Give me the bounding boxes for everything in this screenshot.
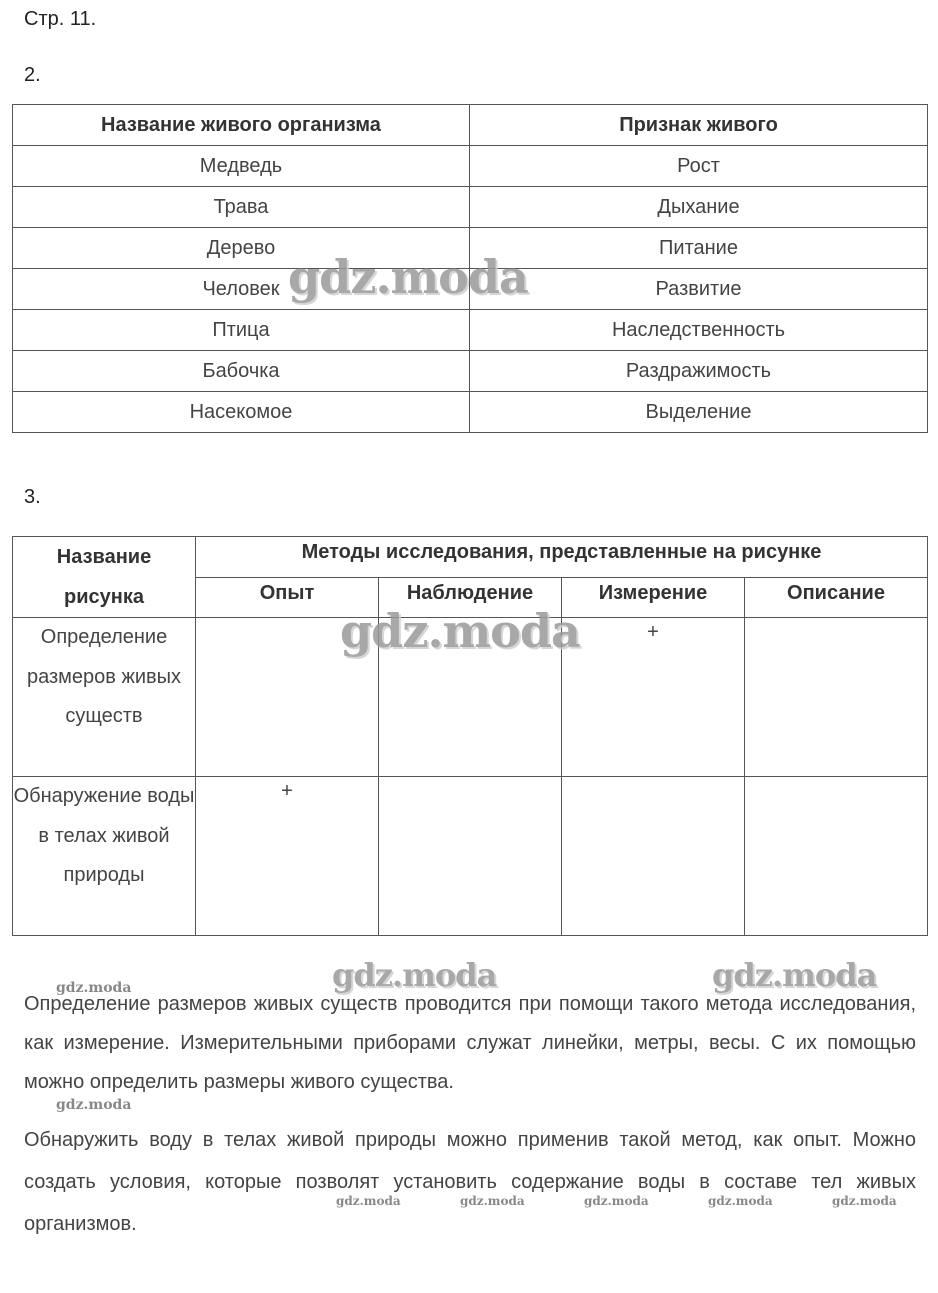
sign-cell: Развитие	[470, 269, 928, 310]
sign-cell: Дыхание	[470, 187, 928, 228]
table-row	[13, 351, 928, 392]
sign-cell: Питание	[470, 228, 928, 269]
table-row	[13, 310, 928, 351]
watermark: gdz.moda	[56, 980, 132, 996]
picture-name-cell: Обнаружение воды в телах живой природы	[13, 777, 196, 936]
organism-cell: Медведь	[13, 146, 470, 187]
header-sign: Признак живого	[470, 105, 928, 146]
watermark: gdz.moda	[336, 1194, 401, 1208]
mark-cell: +	[196, 777, 379, 936]
watermark: gdz.moda	[708, 1194, 773, 1208]
sign-cell: Выделение	[470, 392, 928, 433]
page-label: Стр. 11.	[24, 8, 97, 30]
organism-cell: Трава	[13, 187, 470, 228]
watermark: gdz.moda	[460, 1194, 525, 1208]
watermark: gdz.moda	[288, 250, 528, 304]
table-row	[13, 392, 928, 433]
organism-cell: Птица	[13, 310, 470, 351]
watermark: gdz.moda	[340, 604, 580, 658]
header-method-experiment: Опыт	[196, 577, 379, 618]
header-method-measurement: Измерение	[562, 577, 745, 618]
watermark: gdz.moda	[332, 956, 497, 994]
task3-number: 3.	[24, 486, 41, 508]
sign-cell: Раздражимость	[470, 351, 928, 392]
organism-cell: Человек	[13, 269, 470, 310]
table-row	[13, 777, 928, 936]
header-picture-name	[13, 537, 196, 618]
watermark: gdz.moda	[712, 956, 877, 994]
paragraph-experiment: Обнаружить воду в телах живой природы можно применив такой метод, как опыт. Можно создать условия, которые позволят установить содержание воды в составе тел живых организмов.	[24, 1129, 916, 1235]
organism-cell: Дерево	[13, 228, 470, 269]
header-method-description: Описание	[745, 577, 928, 618]
sign-cell: Наследственность	[470, 310, 928, 351]
mark-cell	[379, 777, 562, 936]
watermark: gdz.moda	[56, 1097, 132, 1113]
table-row	[13, 146, 928, 187]
organism-cell: Бабочка	[13, 351, 470, 392]
organism-cell: Насекомое	[13, 392, 470, 433]
watermark: gdz.moda	[584, 1194, 649, 1208]
task2-number: 2.	[24, 64, 41, 86]
header-methods: Методы исследования, представленные на рисунке	[196, 537, 928, 578]
table-header-row	[13, 537, 928, 578]
picture-name-cell: Определение размеров живых существ	[13, 618, 196, 777]
mark-cell	[745, 618, 928, 777]
methods-table	[12, 536, 928, 936]
header-organism: Название живого организма	[13, 105, 470, 146]
watermark: gdz.moda	[832, 1194, 897, 1208]
mark-cell	[562, 777, 745, 936]
sign-cell: Рост	[470, 146, 928, 187]
header-picture-name-text: Название рисунка	[56, 546, 152, 608]
header-method-observation: Наблюдение	[379, 577, 562, 618]
paragraph-measurement: Определение размеров живых существ проводится при помощи такого метода исследования, как измерение. Измерительными приборами служат линейки, метры, весы. С их помощью можно определить размеры живого существа.	[24, 993, 916, 1093]
table-header-row	[13, 105, 928, 146]
mark-cell	[745, 777, 928, 936]
mark-cell: +	[562, 618, 745, 777]
table-row	[13, 187, 928, 228]
